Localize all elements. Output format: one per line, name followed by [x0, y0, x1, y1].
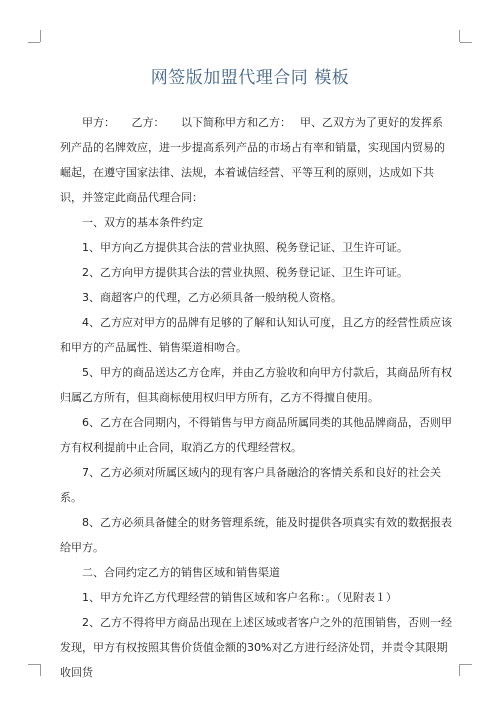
crop-mark-bottom-right-h [460, 664, 472, 665]
clause: 2、乙方向甲方提供其合法的营业执照、税务登记证、卫生许可证。 [82, 266, 408, 279]
clause: 5、甲方的商品送达乙方仓库，并由乙方验收和向甲方付款后，其商品所有权归属乙方所有，但其商标使用权归甲方所有，乙方不得擅自使用。 [60, 366, 452, 404]
crop-mark-bottom-left-h [28, 664, 40, 665]
crop-mark-top-right-h [460, 42, 472, 43]
clause: 3、商超客户的代理，乙方必须具备一般纳税人资格。 [82, 291, 342, 304]
clause: 2、乙方不得将甲方商品出现在上述区域或者客户之外的范围销售，否则一经发现，甲方有权按照其售价货值金额的30%对乙方进行经济处罚，并责令其限期收回货 [60, 616, 452, 679]
crop-mark-bottom-right-v [459, 664, 460, 676]
clause: 8、乙方必须具备健全的财务管理系统，能及时提供各项真实有效的数据报表给甲方。 [60, 516, 452, 554]
clause: 1、甲方向乙方提供其合法的营业执照、税务登记证、卫生许可证。 [82, 241, 408, 254]
section-heading: 二、合同约定乙方的销售区域和销售渠道 [82, 566, 280, 579]
document-title: 网签版加盟代理合同 模板 [150, 68, 350, 88]
crop-mark-top-left-v [40, 30, 41, 42]
document-body [60, 110, 452, 685]
section-heading: 一、双方的基本条件约定 [82, 216, 203, 229]
clause: 6、乙方在合同期内，不得销售与甲方商品所属同类的其他品牌商品，否则甲方有权利提前中止合同，取消乙方的代理经营权。 [60, 416, 452, 454]
crop-mark-top-right-v [459, 30, 460, 42]
crop-mark-top-left-h [28, 42, 40, 43]
clause: 4、乙方应对甲方的品牌有足够的了解和认知认可度，且乙方的经营性质应该和甲方的产品属性、销售渠道相吻合。 [60, 316, 452, 354]
clause: 7、乙方必须对所属区域内的现有客户具备融洽的客情关系和良好的社会关系。 [60, 466, 441, 504]
intro-paragraph: 甲方： 乙方： 以下简称甲方和乙方： 甲、乙双方为了更好的发挥系列产品的名牌效应，进一步提高系列产品的市场占有率和销量，实现国内贸易的崛起，在遵守国家法律、法规，本着诚信经营、平等互利的原则，达成如下共识，并签定此商品代理合同： [60, 116, 445, 204]
crop-mark-bottom-left-v [40, 664, 41, 676]
clause: 1、甲方允许乙方代理经营的销售区域和客户名称：。（见附表１） [82, 591, 397, 604]
